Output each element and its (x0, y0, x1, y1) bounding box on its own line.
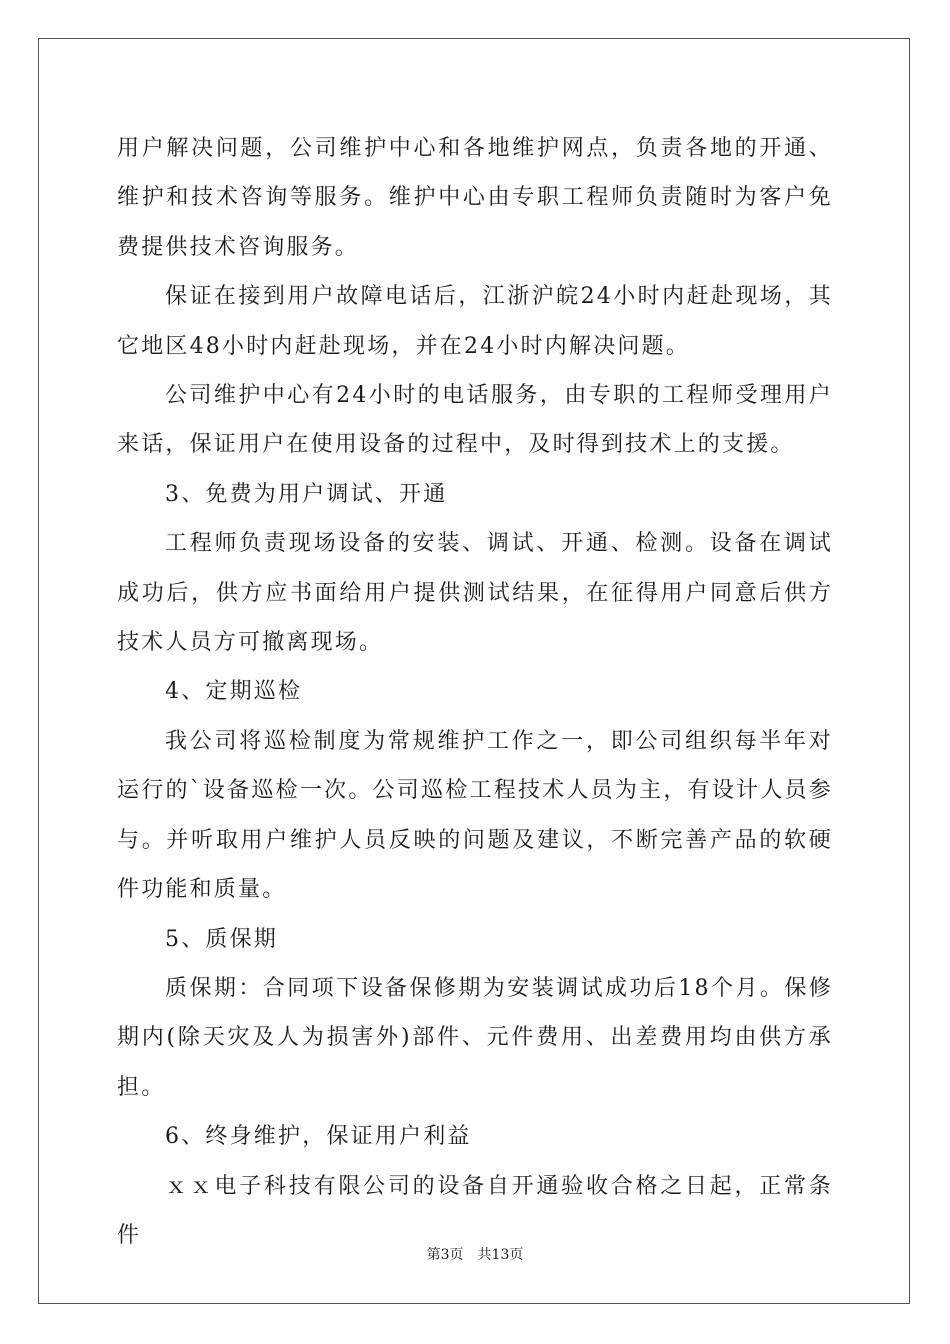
paragraph-2: 保证在接到用户故障电话后，江浙沪皖24小时内赶赴现场，其它地区48小时内赶赴现场，并在24小时内解决问题。 (117, 284, 833, 359)
document-body (117, 124, 833, 1260)
section-heading-4: 4、定期巡检 (165, 679, 303, 705)
paragraph-3: 公司维护中心有24小时的电话服务，由专职的工程师受理用户来话，保证用户在使用设备的过程中，及时得到技术上的支援。 (117, 383, 833, 458)
section-heading-5: 5、质保期 (165, 926, 278, 952)
paragraph-1: 用户解决问题，公司维护中心和各地维护网点，负责各地的开通、维护和技术咨询等服务。维护中心由专职工程师负责随时为客户免费提供技术咨询服务。 (117, 136, 833, 260)
page-footer (0, 1244, 950, 1264)
paragraph-5: 工程师负责现场设备的安装、调试、开通、检测。设备在调试成功后，供方应书面给用户提供测试结果，在征得用户同意后供方技术人员方可撤离现场。 (117, 531, 833, 656)
section-heading-6: 6、终身维护，保证用户利益 (165, 1124, 472, 1150)
paragraph-11: ｘｘ电子科技有限公司的设备自开通验收合格之日起，正常条件 (117, 1173, 833, 1248)
paragraph-7: 我公司将巡检制度为常规维护工作之一，即公司组织每半年对运行的`设备巡检一次。公司巡检工程技术人员为主，有设计人员参与。并听取用户维护人员反映的问题及建议，不断完善产品的软硬件功能和质量。 (117, 728, 833, 903)
section-heading-3: 3、免费为用户调试、开通 (165, 481, 448, 507)
page-number-label: 第3页 共13页 (426, 1247, 524, 1263)
paragraph-9: 质保期：合同项下设备保修期为安装调试成功后18个月。保修期内(除天灾及人为损害外)部件、元件费用、出差费用均由供方承担。 (117, 975, 833, 1100)
